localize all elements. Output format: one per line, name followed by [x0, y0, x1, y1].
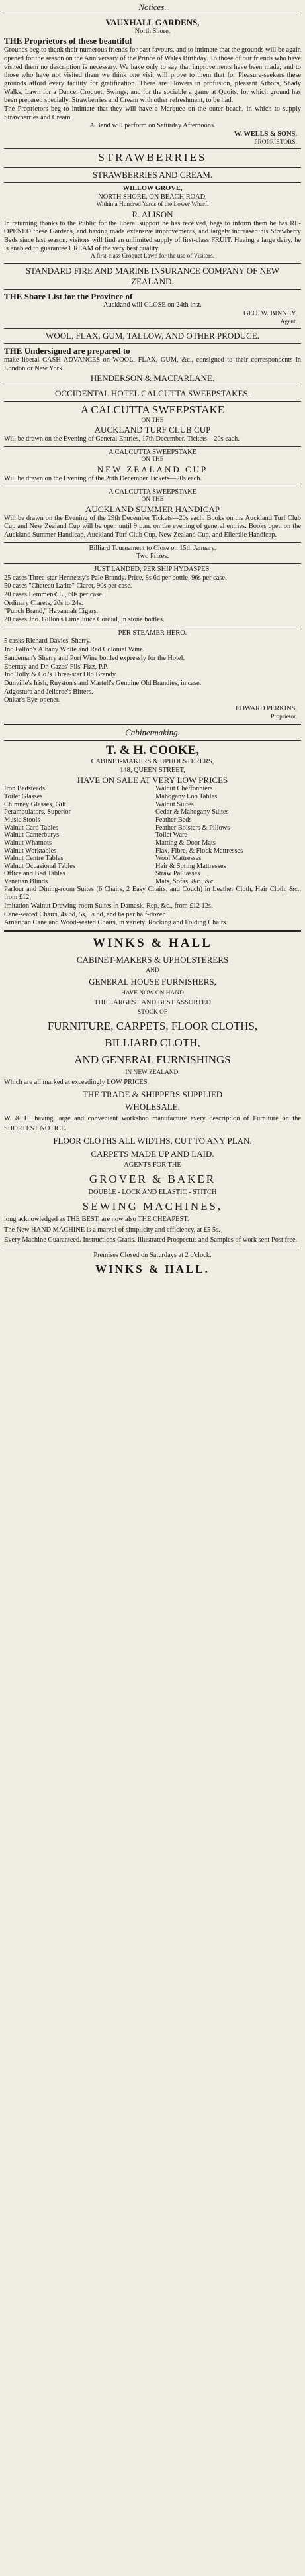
ad-lead: THE Proprietors of these beautiful [4, 36, 132, 46]
list-item: Walnut Canterburys [4, 832, 60, 839]
ad-vauxhall-gardens [4, 17, 301, 146]
ad-signature: GEO. W. BINNEY, [243, 310, 297, 318]
divider [4, 542, 301, 543]
list-item: 25 cases Three-star Hennessy's Pale Brandy. Price, 8s 6d per bottle, 96s per case. [4, 574, 227, 582]
ad-agents: AGENTS FOR THE [124, 1161, 181, 1169]
list-item: Jno Tolly & Co.'s Three-star Old Brandy. [4, 671, 117, 679]
ad-on: ON THE [141, 456, 164, 464]
divider [4, 167, 301, 168]
ad-cup: NEW ZEALAND CUP [97, 464, 208, 474]
list-item: Dunville's Irish, Ruyston's and Martell's Genuine Old Brandies, in case. [4, 679, 202, 687]
list-item: 50 cases "Chateau Latite" Claret, 90s per case. [4, 582, 132, 590]
ad-title: VAUXHALL GARDENS, [105, 17, 200, 27]
ad-title: JUST LANDED, PER SHIP HYDASPES. [94, 565, 211, 573]
list-item: Straw Palliasses [155, 870, 200, 878]
ad-furniture: FURNITURE, CARPETS, FLOOR CLOTHS, [47, 1019, 258, 1032]
ad-subtitle: STRAWBERRIES AND CREAM. [92, 170, 213, 180]
list-item: Onkar's Eye-opener. [4, 696, 60, 704]
product-list-left [4, 785, 150, 885]
ad-note: A Band will perform on Saturday Afternoons. [89, 122, 216, 130]
list-item: Chimney Glasses, Gilt [4, 800, 66, 808]
ad-address-2: Within a Hundred Yards of the Lower Wharf. [96, 201, 209, 209]
divider [4, 740, 301, 741]
ad-per-steamer-hero [4, 629, 301, 721]
ad-body: make liberal CASH ADVANCES on WOOL, FLAX, GUM, &c., consigned to their correspondents in London or New York. [4, 356, 301, 372]
ad-premises: Premises Closed on Saturdays at 2 o'clock. [93, 1252, 212, 1260]
ad-body-2: The Proprietors beg to intimate that they will have a Marquee on the outer beach, in which to supply Strawberries and Cream. [4, 105, 301, 121]
list-item: Feather Bolsters & Pillows [155, 824, 230, 832]
divider [4, 446, 301, 447]
ad-double-lock: DOUBLE - LOCK AND ELASTIC - STITCH [88, 1189, 217, 1197]
ad-signature: HENDERSON & MACFARLANE. [90, 373, 215, 384]
ad-lead: THE Undersigned are prepared to [4, 346, 130, 356]
list-item: Music Stools [4, 816, 40, 824]
ad-venue: WILLOW GROVE, [122, 184, 183, 192]
list-item: Toilet Glasses [4, 793, 43, 801]
ad-intro: HAVE ON SALE AT VERY LOW PRICES [77, 775, 228, 785]
ad-on: ON THE [141, 496, 164, 504]
list-item: Flax, Fibre, & Flock Mattresses [155, 847, 243, 855]
list-item: Cedar & Mahogany Suites [155, 808, 229, 816]
divider [4, 724, 301, 725]
ad-best: THE LARGEST AND BEST ASSORTED [94, 998, 211, 1006]
list-item: 20 cases Lemmens' L., 60s per case. [4, 591, 104, 599]
ad-lead: THE Share List for the Province of [4, 291, 133, 301]
ad-body: In returning thanks to the Public for the liberal support he has received, begs to inform them he has RE-OPENED these Gardens, and having made extensive improvements, and largely increased his Strawberry Beds since last season, visitors will find an unlimited supply of first-class FRUIT. Having a large dairy, he is enabled to guarantee CREAM of the very best quality. [4, 219, 301, 252]
section-heading-notices: Notices. [138, 2, 167, 12]
ad-body: Will be drawn on the Evening of the 29th December Tickets—20s each. Books on the Auckland Turf Club Cup and New Zealand Cup will be open until 9 p.m. on the evening of general entries. Books open on the Auckland Summer Handicap, Auckland Turf Club Cup, New Zealand Cup, and Ellerslie Handicap. [4, 514, 301, 539]
divider [4, 182, 301, 183]
ad-marked: Which are all marked at exceedingly LOW PRICES. [4, 1079, 150, 1087]
ad-workshop: W. & H. having large and convenient workshop manufacture every description of Furniture on the SHORTEST NOTICE. [4, 1114, 301, 1133]
list-item: Walnut Whatnots [4, 839, 52, 847]
ad-body: Grounds beg to thank their numerous friends for past favours, and to intimate that the grounds will be again opened for the season on the Anniversary of the Prince of Wales Birthday. To those of our friends who have visited them no description is necessary. We have only to say that improvements have been made; and to those who have not visited them we think one visit will prove to them that for Pleasure-seekers these grounds afford every facility for gratification. There are Flowers in profusion, pleasant Arbors, Shady Walks, Lawn for a Dance, Croquet, Swings; and for the sociable a game at Quoits, for which ground has been prepared specially. Strawberries and Cream with other refreshment, to be had. [4, 46, 301, 105]
ad-body: Parlour and Dining-room Suites (6 Chairs, 2 Easy Chairs, and Couch) in Leather Cloth, Hair Cloth, &c., from £12. [4, 885, 301, 902]
ad-subtitle: Two Prizes. [136, 553, 169, 561]
ad-hand-machine: The New HAND MACHINE is a marvel of simplicity and efficiency, at £5 5s. [4, 1226, 220, 1234]
divider [4, 328, 301, 329]
ad-signature-title: Agent. [280, 318, 297, 325]
list-item: Toilet Ware [155, 832, 188, 839]
ad-signature: EDWARD PERKINS, [236, 704, 297, 712]
ad-general-furnishings: AND GENERAL FURNISHINGS [74, 1053, 231, 1066]
ad-body: Auckland will CLOSE on 24th inst. [103, 301, 202, 309]
list-item: Iron Bedsteads [4, 785, 46, 793]
ad-wholesale: WHOLESALE. [125, 1102, 180, 1112]
ad-subtitle: North Shore. [134, 27, 171, 35]
ad-winks-and-hall [4, 934, 301, 1277]
divider [4, 343, 301, 344]
ad-wool-heading: WOOL, FLAX, GUM, TALLOW, AND OTHER PRODUCE. [46, 331, 259, 341]
divider [4, 148, 301, 149]
ad-nz: IN NEW ZEALAND, [125, 1069, 180, 1077]
ad-body-3: Cane-seated Chairs, 4s 6d, 5s, 5s 6d, and 6s per half-dozen. [4, 910, 168, 918]
ad-grover-baker: GROVER & BAKER [89, 1172, 216, 1185]
ad-undersigned [4, 346, 301, 384]
list-item: Walnut Worktables [4, 847, 57, 855]
list-item: Walnut Occasional Tables [4, 862, 75, 870]
ad-signature-title: Proprietor. [271, 713, 297, 720]
ad-and: AND [146, 967, 159, 975]
ad-body-2: Imitation Walnut Drawing-room Suites in Damask, Rep, &c., from £12 12s. [4, 902, 213, 910]
list-item: Adgostura and Jelleroe's Bitters. [4, 688, 93, 696]
ad-title: PER STEAMER HERO. [118, 629, 187, 637]
product-list-right [155, 785, 301, 885]
list-item: Jno Fallon's Albany White and Red Colonial Wine. [4, 646, 145, 654]
ad-title: STRAWBERRIES [98, 151, 207, 164]
section-heading-cabinetmaking: Cabinetmaking. [125, 727, 180, 738]
ad-signature-title: PROPRIETORS. [254, 138, 297, 146]
ad-title: T. & H. COOKE, [105, 743, 200, 757]
ad-acknowledged: long acknowledged as THE BEST, are now also THE CHEAPEST. [4, 1216, 189, 1224]
ad-th-cooke [4, 743, 301, 928]
ad-have: HAVE NOW ON HAND [121, 989, 184, 996]
ad-standard-insurance: STANDARD FIRE AND MARINE INSURANCE COMPANY OF NEW ZEALAND. [25, 265, 280, 286]
list-item: Mats, Sofas, &c., &c. [155, 878, 216, 886]
ad-address: 148, QUEEN STREET, [120, 766, 185, 774]
ad-strawberries [4, 151, 301, 261]
ad-on: ON THE [141, 417, 164, 424]
list-item: Walnut Cheffonniers [155, 785, 213, 793]
ad-body: Will be drawn on the Evening of General Entries, 17th December. Tickets—20s each. [4, 435, 240, 443]
ad-guaranteed: Every Machine Guaranteed. Instructions Gratis. Illustrated Prospectus and Samples of work sent Post free. [4, 1236, 298, 1244]
list-item: Wool Mattresses [155, 855, 202, 863]
divider [4, 289, 301, 290]
ad-lead: A CALCUTTA SWEEPSTAKE [109, 488, 196, 496]
ad-occidental-hotel: OCCIDENTAL HOTEL CALCUTTA SWEEPSTAKES. [55, 388, 250, 399]
list-item: Venetian Blinds [4, 878, 48, 886]
list-item: Mahogany Loo Tables [155, 793, 218, 801]
list-item: Sandeman's Sherry and Port Wine bottled expressly for the Hotel. [4, 654, 185, 662]
ad-title: WINKS & HALL [93, 936, 212, 951]
list-item: Walnut Suites [155, 800, 194, 808]
ad-proprietor: R. ALISON [132, 209, 173, 219]
ad-sweepstake-nz-cup [4, 449, 301, 484]
divider [4, 401, 301, 402]
newspaper-page [4, 0, 301, 1277]
ad-lead: A CALCUTTA SWEEPSTAKE [80, 403, 225, 417]
ad-share-list [4, 292, 301, 327]
ad-billiard-tournament [4, 545, 301, 561]
list-item: Matting & Door Mats [155, 839, 216, 847]
list-item: Walnut Centre Tables [4, 855, 64, 863]
ad-billiard-cloth: BILLIARD CLOTH, [105, 1036, 200, 1049]
list-item: Perambulators, Superior [4, 808, 71, 816]
ad-just-landed [4, 566, 301, 625]
ad-body-4: American Cane and Wood-seated Chairs, in variety. Rocking and Folding Chairs. [4, 919, 228, 927]
ad-subtitle: CABINET-MAKERS & UPHOLSTERERS [76, 954, 229, 965]
list-item: Ordinary Clarets, 20s to 24s. [4, 599, 83, 607]
list-item: Walnut Card Tables [4, 824, 58, 832]
ad-subtitle-2: GENERAL HOUSE FURNISHERS, [89, 977, 216, 987]
ad-footer-signature: WINKS & HALL. [95, 1262, 210, 1275]
list-item: 5 casks Richard Davies' Sherry. [4, 637, 91, 645]
ad-cup: AUCKLAND SUMMER HANDICAP [85, 504, 220, 514]
ad-carpets: CARPETS MADE UP AND LAID. [91, 1148, 214, 1159]
divider [4, 563, 301, 564]
ad-lead: A CALCUTTA SWEEPSTAKE [109, 448, 196, 456]
ad-sweepstake-summer-handicap [4, 488, 301, 540]
ad-body: Will be drawn on the Evening of the 26th December Tickets—20s each. [4, 474, 202, 482]
list-item: Office and Bed Tables [4, 870, 65, 878]
divider [4, 930, 301, 932]
ad-sewing-machines: SEWING MACHINES, [82, 1199, 223, 1212]
product-list [4, 785, 301, 885]
list-item: Hair & Spring Mattresses [155, 862, 226, 870]
divider [4, 263, 301, 264]
ad-title: Billiard Tournament to Close on 15th January. [89, 544, 216, 552]
ad-sweepstake-turf-club [4, 403, 301, 444]
ad-signature: W. WELLS & SONS, [234, 131, 297, 138]
ad-cup: AUCKLAND TURF CLUB CUP [94, 425, 211, 435]
ad-floor-cloths: FLOOR CLOTHS ALL WIDTHS, CUT TO ANY PLAN. [53, 1136, 252, 1146]
list-item: Feather Beds [155, 816, 192, 824]
list-item: "Punch Brand," Havannah Cigars. [4, 608, 99, 616]
ad-note: A first-class Croquet Lawn for the use of Visitors. [91, 253, 214, 260]
ad-trade: THE TRADE & SHIPPERS SUPPLIED [82, 1089, 223, 1099]
ad-address: NORTH SHORE, ON BEACH ROAD, [98, 193, 207, 201]
list-item: Epernay and Dr. Cazes' Fils' Fizz, P.P. [4, 663, 109, 671]
ad-subtitle: CABINET-MAKERS & UPHOLSTERERS, [91, 758, 214, 766]
ad-stock-of: STOCK OF [138, 1009, 167, 1016]
list-item: 20 cases Jno. Gillon's Lime Juice Cordial, in stone bottles. [4, 616, 165, 624]
